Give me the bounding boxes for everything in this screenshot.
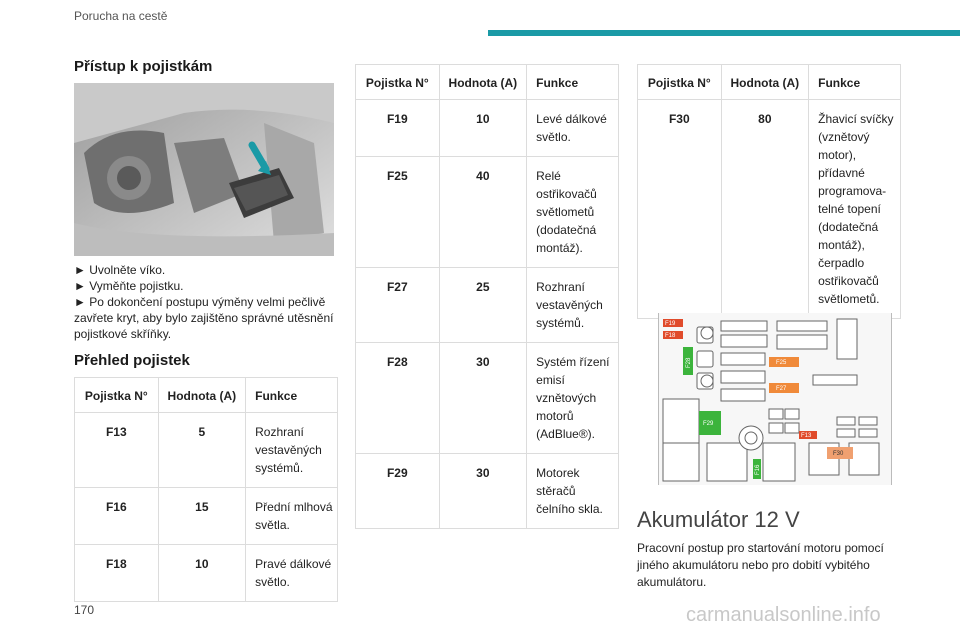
fuse-function: Rozhraní vestavěných systémů. <box>246 413 338 488</box>
col-header-function: Funkce <box>527 65 619 100</box>
col-header-fuse: Pojistka N° <box>75 378 159 413</box>
fuse-box-diagram <box>658 313 892 485</box>
fuse-value: 40 <box>439 157 527 268</box>
watermark: carmanualsonline.info <box>686 604 881 626</box>
fuse-value: 80 <box>721 100 809 319</box>
fuse-number: F28 <box>356 343 440 454</box>
fuse-table-1 <box>74 377 338 602</box>
table-row <box>356 454 619 529</box>
col-header-fuse: Pojistka N° <box>356 65 440 100</box>
table-row <box>638 100 901 319</box>
fuse-function: Systém řízení emisí vznětových motorů (AdBlue®). <box>527 343 619 454</box>
col-header-value: Hodnota (A) <box>721 65 809 100</box>
col-header-function: Funkce <box>246 378 338 413</box>
fuse-label-f13: F13 <box>801 433 812 439</box>
table-row <box>75 545 338 602</box>
fuse-number: F25 <box>356 157 440 268</box>
table-row <box>356 268 619 343</box>
fuse-function: Žhavicí svíčky (vznětový motor), přídavné programova-telné topení (dodatečná montáž), čerpadlo ostřikovačů světlometů. <box>809 100 901 319</box>
fuse-label-f29: F29 <box>703 421 714 427</box>
access-steps <box>74 262 340 342</box>
fuse-number: F16 <box>75 488 159 545</box>
fuse-function: Levé dálkové světlo. <box>527 100 619 157</box>
fuse-label-f30: F30 <box>833 451 844 457</box>
fuse-value: 30 <box>439 343 527 454</box>
fuse-function: Motorek stěračů čelního skla. <box>527 454 619 529</box>
table-header-row <box>638 65 901 100</box>
fuse-label-f16: F16 <box>755 464 761 475</box>
fuse-number: F29 <box>356 454 440 529</box>
header-accent-bar <box>488 30 960 36</box>
accumulator-text: Pracovní postup pro startování motoru pomocí jiného akumulátoru nebo pro dobití vybitého akumulátoru. <box>637 541 884 589</box>
fuse-table-3 <box>637 64 901 319</box>
engine-compartment-photo <box>74 83 334 256</box>
fuse-value: 10 <box>439 100 527 157</box>
overview-section-title: Přehled pojistek <box>74 352 190 369</box>
col-header-fuse: Pojistka N° <box>638 65 722 100</box>
table-row <box>356 157 619 268</box>
table-row <box>356 100 619 157</box>
fuse-label-f25: F25 <box>776 360 787 366</box>
col-header-value: Hodnota (A) <box>439 65 527 100</box>
fuse-function: Přední mlhová světla. <box>246 488 338 545</box>
page-number: 170 <box>74 603 95 617</box>
fuse-function: Relé ostřikovačů světlometů (dodatečná montáž). <box>527 157 619 268</box>
fuse-number: F13 <box>75 413 159 488</box>
accumulator-title: Akumulátor 12 V <box>637 507 800 532</box>
fuse-function: Rozhraní vestavěných systémů. <box>527 268 619 343</box>
fuse-label-f28: F28 <box>686 357 692 368</box>
running-header: Porucha na cestě <box>74 9 168 23</box>
table-row <box>75 488 338 545</box>
step-2: ► Vyměňte pojistku. <box>74 279 184 293</box>
table-header-row <box>75 378 338 413</box>
fuse-table-2 <box>355 64 619 529</box>
fuse-label-f27: F27 <box>776 386 787 392</box>
fuse-value: 5 <box>158 413 246 488</box>
fuse-label-f18: F18 <box>665 333 676 339</box>
fuse-value: 30 <box>439 454 527 529</box>
fuse-number: F19 <box>356 100 440 157</box>
fuse-label-f19: F19 <box>665 321 676 327</box>
table-row <box>356 343 619 454</box>
col-header-function: Funkce <box>809 65 901 100</box>
fuse-value: 10 <box>158 545 246 602</box>
fuse-number: F18 <box>75 545 159 602</box>
table-header-row <box>356 65 619 100</box>
fuse-number: F27 <box>356 268 440 343</box>
step-3: ► Po dokončení postupu výměny velmi pečlivě zavřete kryt, aby bylo zajištěno správné utěsnění pojistkové skříňky. <box>74 295 334 341</box>
table-row <box>75 413 338 488</box>
fuse-value: 25 <box>439 268 527 343</box>
step-1: ► Uvolněte víko. <box>74 263 166 277</box>
fuse-function: Pravé dálkové světlo. <box>246 545 338 602</box>
fuse-value: 15 <box>158 488 246 545</box>
fuse-number: F30 <box>638 100 722 319</box>
access-section-title: Přístup k pojistkám <box>74 58 213 75</box>
col-header-value: Hodnota (A) <box>158 378 246 413</box>
